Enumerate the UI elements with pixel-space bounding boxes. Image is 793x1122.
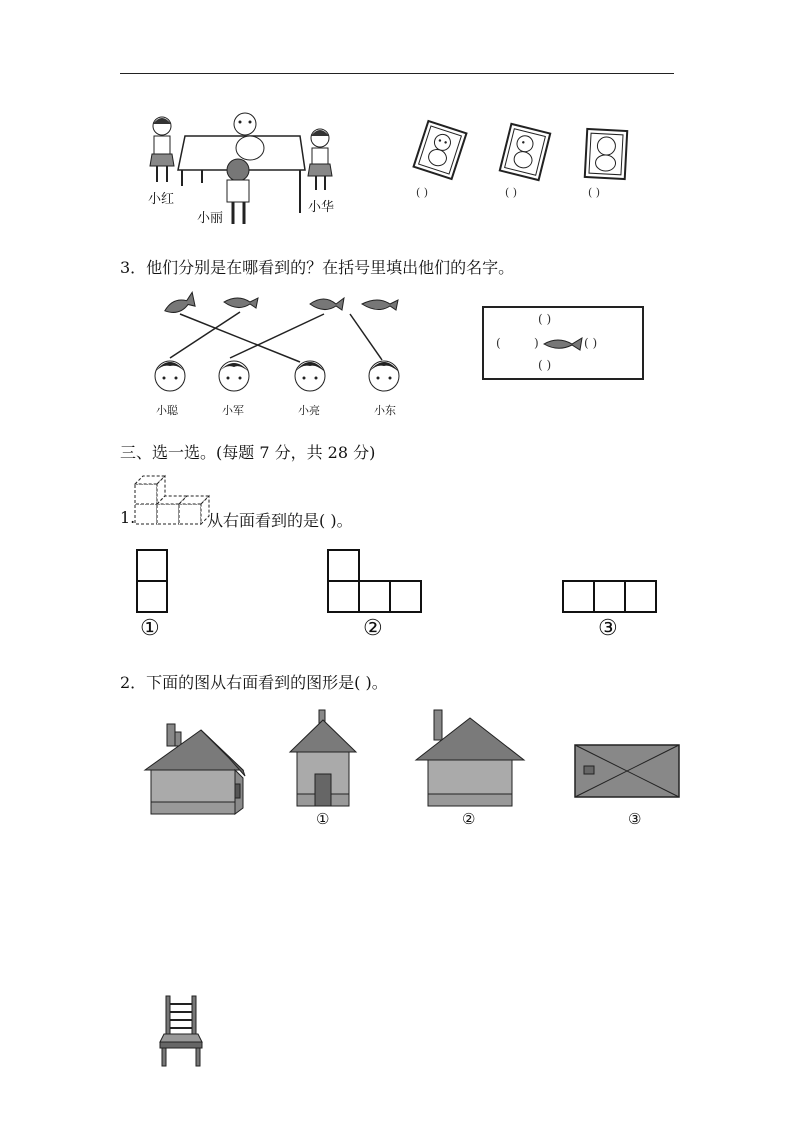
q1-option-1-label[interactable]: ① [140,616,160,641]
answer-blank-3[interactable]: ( ) [588,186,601,199]
box-blank-left-close[interactable]: ) [534,336,539,350]
boy-face-icon [155,361,399,391]
q2-option-3-label[interactable]: ③ [628,810,642,828]
monkey-photo-icon [578,124,634,184]
name-xiaodong: 小东 [374,404,396,417]
q1-prefix: 1. [120,508,136,527]
question-3-prompt: 3．他们分别是在哪看到的？在括号里填出他们的名字。 [120,258,515,277]
q1-option-3-label[interactable]: ③ [598,616,618,641]
box-blank-top[interactable]: ( ) [538,312,552,326]
q1-text: 从右面看到的是( )。 [207,511,353,530]
chair-icon [158,994,204,1068]
name-xiaocong: 小聪 [156,404,178,417]
cube-stack-icon [131,474,207,526]
q1-option-1-figure[interactable] [136,549,168,613]
q1-option-3-figure[interactable] [562,580,658,613]
q2-option-2-figure[interactable] [414,710,526,808]
fish-icon [162,292,398,316]
q2-text: 2．下面的图从右面看到的图形是( )。 [120,673,388,692]
answer-blank-1[interactable]: ( ) [416,186,429,199]
fish-lines-diagram [150,290,420,420]
section-3-heading: 三、选一选。(每题 7 分，共 28 分) [120,443,376,462]
q1-option-2-label[interactable]: ② [363,616,383,641]
box-blank-right[interactable]: ( ) [584,336,598,350]
label-xiaohong: 小红 [148,192,175,207]
box-blank-bottom[interactable]: ( ) [538,358,552,372]
box-blank-left-open[interactable]: ( [496,336,501,350]
q2-option-1-label[interactable]: ① [316,810,330,828]
monkey-photo-icon [497,122,553,182]
label-xiaoli: 小丽 [197,211,224,226]
q2-option-3-figure[interactable] [574,744,682,800]
fish-icon [542,336,584,352]
answer-blank-2[interactable]: ( ) [505,186,518,199]
name-xiaoliang: 小亮 [298,404,320,417]
monkey-photo-icon [412,120,468,180]
q1-option-2-figure[interactable] [327,549,423,613]
header-rule [120,73,674,74]
label-xiaohua: 小华 [308,200,335,215]
q2-option-1-figure[interactable] [289,710,357,808]
kids-table-scene [140,108,320,228]
name-xiaojun: 小军 [222,404,244,417]
house-icon [143,718,247,816]
q2-option-2-label[interactable]: ② [462,810,476,828]
